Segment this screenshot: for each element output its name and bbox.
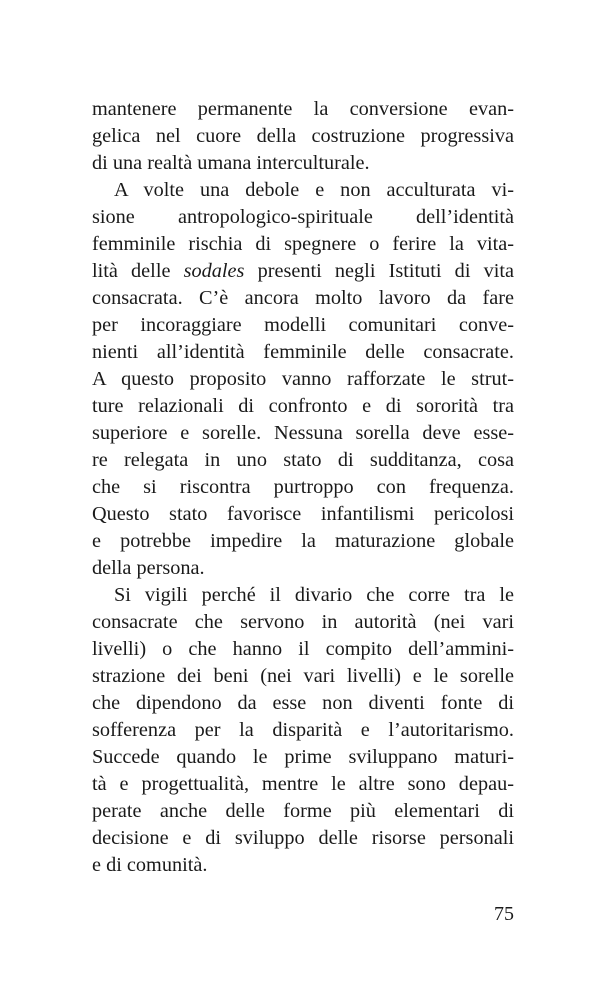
text-line: strazione dei beni (nei vari livelli) e le sorelle — [92, 665, 514, 687]
text-line: consacrata. C’è ancora molto lavoro da fare — [92, 287, 514, 309]
book-page-text — [92, 96, 514, 879]
text-line: per incoraggiare modelli comunitari conve- — [92, 314, 514, 336]
text-line: A questo proposito vanno rafforzate le strut- — [92, 368, 514, 390]
paragraph-3 — [92, 582, 514, 879]
text-line: e potrebbe impedire la maturazione globale — [92, 530, 514, 552]
paragraph-2 — [92, 177, 514, 582]
text-line: sofferenza per la disparità e l’autoritarismo. — [92, 719, 514, 741]
text-line: mantenere permanente la conversione evan- — [92, 98, 514, 120]
text-line: gelica nel cuore della costruzione progressiva — [92, 125, 514, 147]
text-line: superiore e sorelle. Nessuna sorella deve esse- — [92, 422, 514, 444]
text-line: ture relazionali di confronto e di sororità tra — [92, 395, 514, 417]
italic-term-sodales: sodales — [183, 260, 245, 282]
page-number: 75 — [494, 903, 514, 925]
text-line: tà e progettualità, mentre le altre sono depau- — [92, 773, 514, 795]
text-line: che dipendono da esse non diventi fonte di — [92, 692, 514, 714]
text-line: consacrate che servono in autorità (nei vari — [92, 611, 514, 633]
text-line: e di comunità. — [92, 854, 208, 876]
text-line: livelli) o che hanno il compito dell’ammini- — [92, 638, 514, 660]
text-line: che si riscontra purtroppo con frequenza. — [92, 476, 514, 498]
text-line: nienti all’identità femminile delle consacrate. — [92, 341, 514, 363]
text-line: di una realtà umana interculturale. — [92, 152, 370, 174]
text-line: perate anche delle forme più elementari di — [92, 800, 514, 822]
text-line: A volte una debole e non acculturata vi- — [114, 179, 514, 201]
text-run: presenti negli Istituti di vita — [244, 260, 514, 282]
text-line: decisione e di sviluppo delle risorse personali — [92, 827, 514, 849]
text-line: Succede quando le prime sviluppano maturi- — [92, 746, 514, 768]
paragraph-1 — [92, 96, 514, 177]
text-line: femminile rischia di spegnere o ferire la vita- — [92, 233, 514, 255]
text-line: Si vigili perché il divario che corre tra le — [114, 584, 514, 606]
text-line: della persona. — [92, 557, 205, 579]
text-line: sione antropologico-spirituale dell’identità — [92, 206, 514, 228]
text-line: re relegata in uno stato di sudditanza, cosa — [92, 449, 514, 471]
text-run: lità delle — [92, 260, 184, 282]
text-line: Questo stato favorisce infantilismi pericolosi — [92, 503, 514, 525]
text-line — [92, 258, 514, 285]
